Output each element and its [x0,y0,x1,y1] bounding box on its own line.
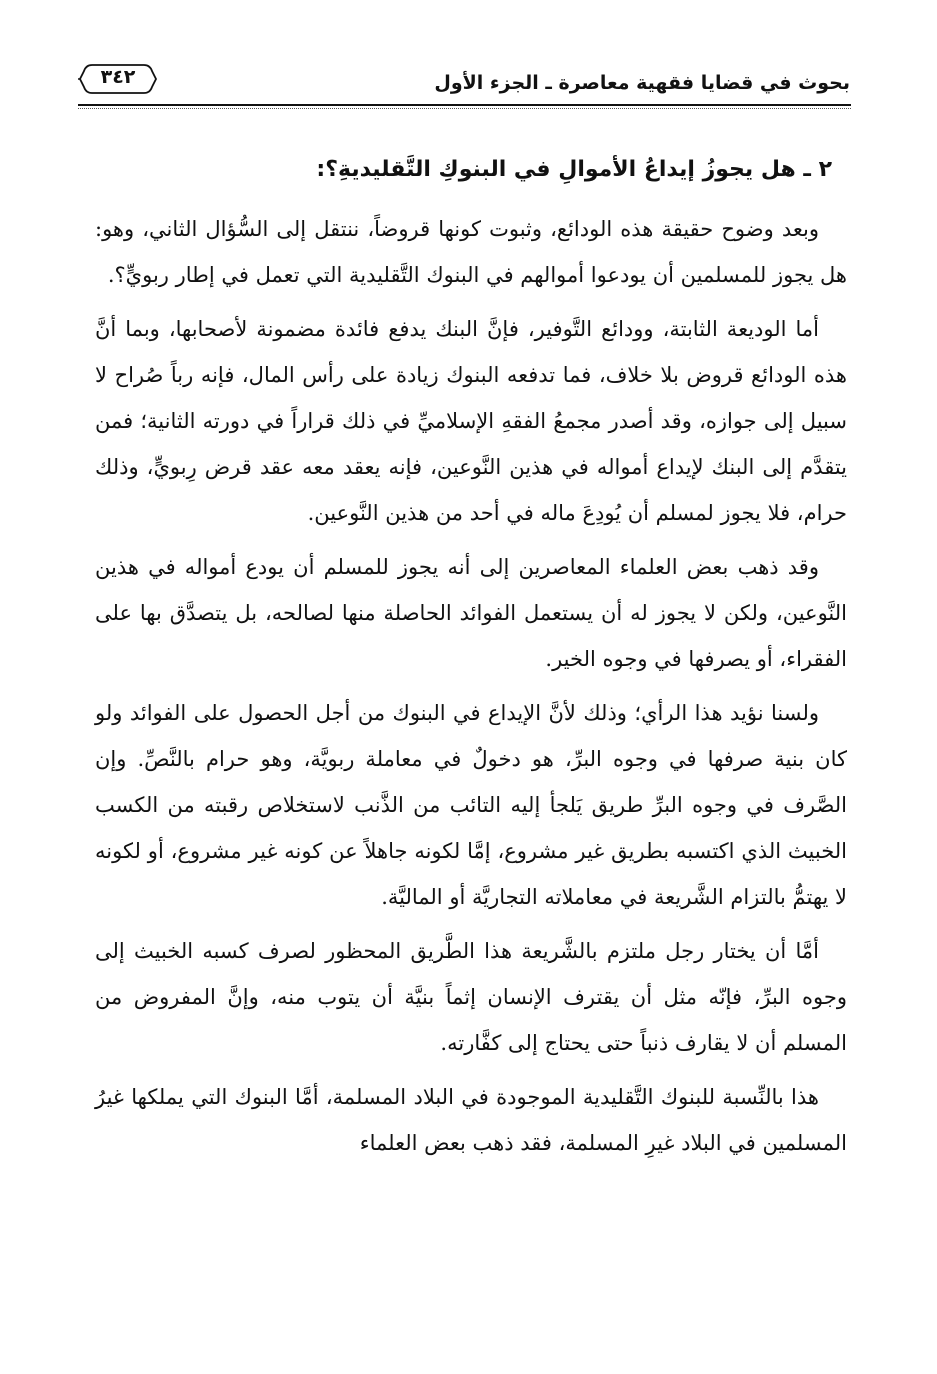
header-rule [78,104,851,106]
paragraph: هذا بالنِّسبة للبنوك التَّقليدية الموجودة في البلاد المسلمة، أمَّا البنوك التي يملكها غيرُ المسلمين في البلاد غيرِ المسلمة، فقد ذهب بعض العلماء [95,1085,847,1155]
paragraph: أما الوديعة الثابتة، وودائع التَّوفير، فإنَّ البنك يدفع فائدة مضمونة لأصحابها، وبما أنَّ هذه الودائع قروض بلا خلاف، فما تدفعه البنوك زيادة على رأس المال، فإنه رباً صُراح لا سبيل إلى جوازه، وقد أصدر مجمعُ الفقهِ الإسلاميِّ في ذلك قراراً في دورته الثانية؛ فمن يتقدَّم إلى البنك لإيداع أمواله في هذين النَّوعين، فإنه يعقد معه عقد قرض رِبويٍّ، وذلك حرام، فلا يجوز لمسلم أن يُودِعَ ماله في أحد من هذين النَّوعين. [95,317,847,525]
page-number: ٣٤٢ [100,66,136,88]
paragraph: وقد ذهب بعض العلماء المعاصرين إلى أنه يجوز للمسلم أن يودع أمواله في هذين النَّوعين، ولكن لا يجوز له أن يستعمل الفوائد الحاصلة منها لصالحه، بل يتصدَّق بها على الفقراء، أو يصرفها في وجوه الخير. [95,555,847,671]
page-number-ornament [78,62,158,96]
running-header [78,62,850,110]
book-title: بحوث في قضايا فقهية معاصرة ـ الجزء الأول [434,72,850,94]
header-rule-dotted [78,108,851,109]
paragraph: أمَّا أن يختار رجل ملتزم بالشَّريعة هذا الطَّريق المحظور لصرف كسبه الخبيث إلى وجوه البرِّ، فإنّه مثل أن يقترف الإنسان إثماً بنيَّة أن يتوب منه، وإنَّ المفروض من المسلم أن لا يقارف ذنباً حتى يحتاج إلى كفَّارته. [95,939,847,1055]
body-text [95,206,847,1174]
paragraph: ولسنا نؤيد هذا الرأي؛ وذلك لأنَّ الإيداع في البنوك من أجل الحصول على الفوائد ولو كان بنية صرفها في وجوه البرِّ، هو دخولٌ في معاملة ربويَّة، وهو حرام بالنَّصِّ. وإن الصَّرف في وجوه البرِّ طريق يَلجأ إليه التائب من الذَّنب لاستخلاص رقبته من الكسب الخبيث الذي اكتسبه بطريق غير مشروع، إمَّا لكونه جاهلاً عن كونه غير مشروع، أو لكونه لا يهتمُّ بالتزام الشَّريعة في معاملاته التجاريَّة أو الماليَّة. [95,701,847,909]
paragraph: وبعد وضوح حقيقة هذه الودائع، وثبوت كونها قروضاً، ننتقل إلى السُّؤال الثاني، وهو: هل يجوز للمسلمين أن يودعوا أموالهم في البنوك التَّقليدية التي تعمل في إطار ربويٍّ؟. [95,217,847,287]
section-heading: ٢ ـ هل يجوزُ إيداعُ الأموالِ في البنوكِ التَّقليديةِ؟: [316,157,832,182]
